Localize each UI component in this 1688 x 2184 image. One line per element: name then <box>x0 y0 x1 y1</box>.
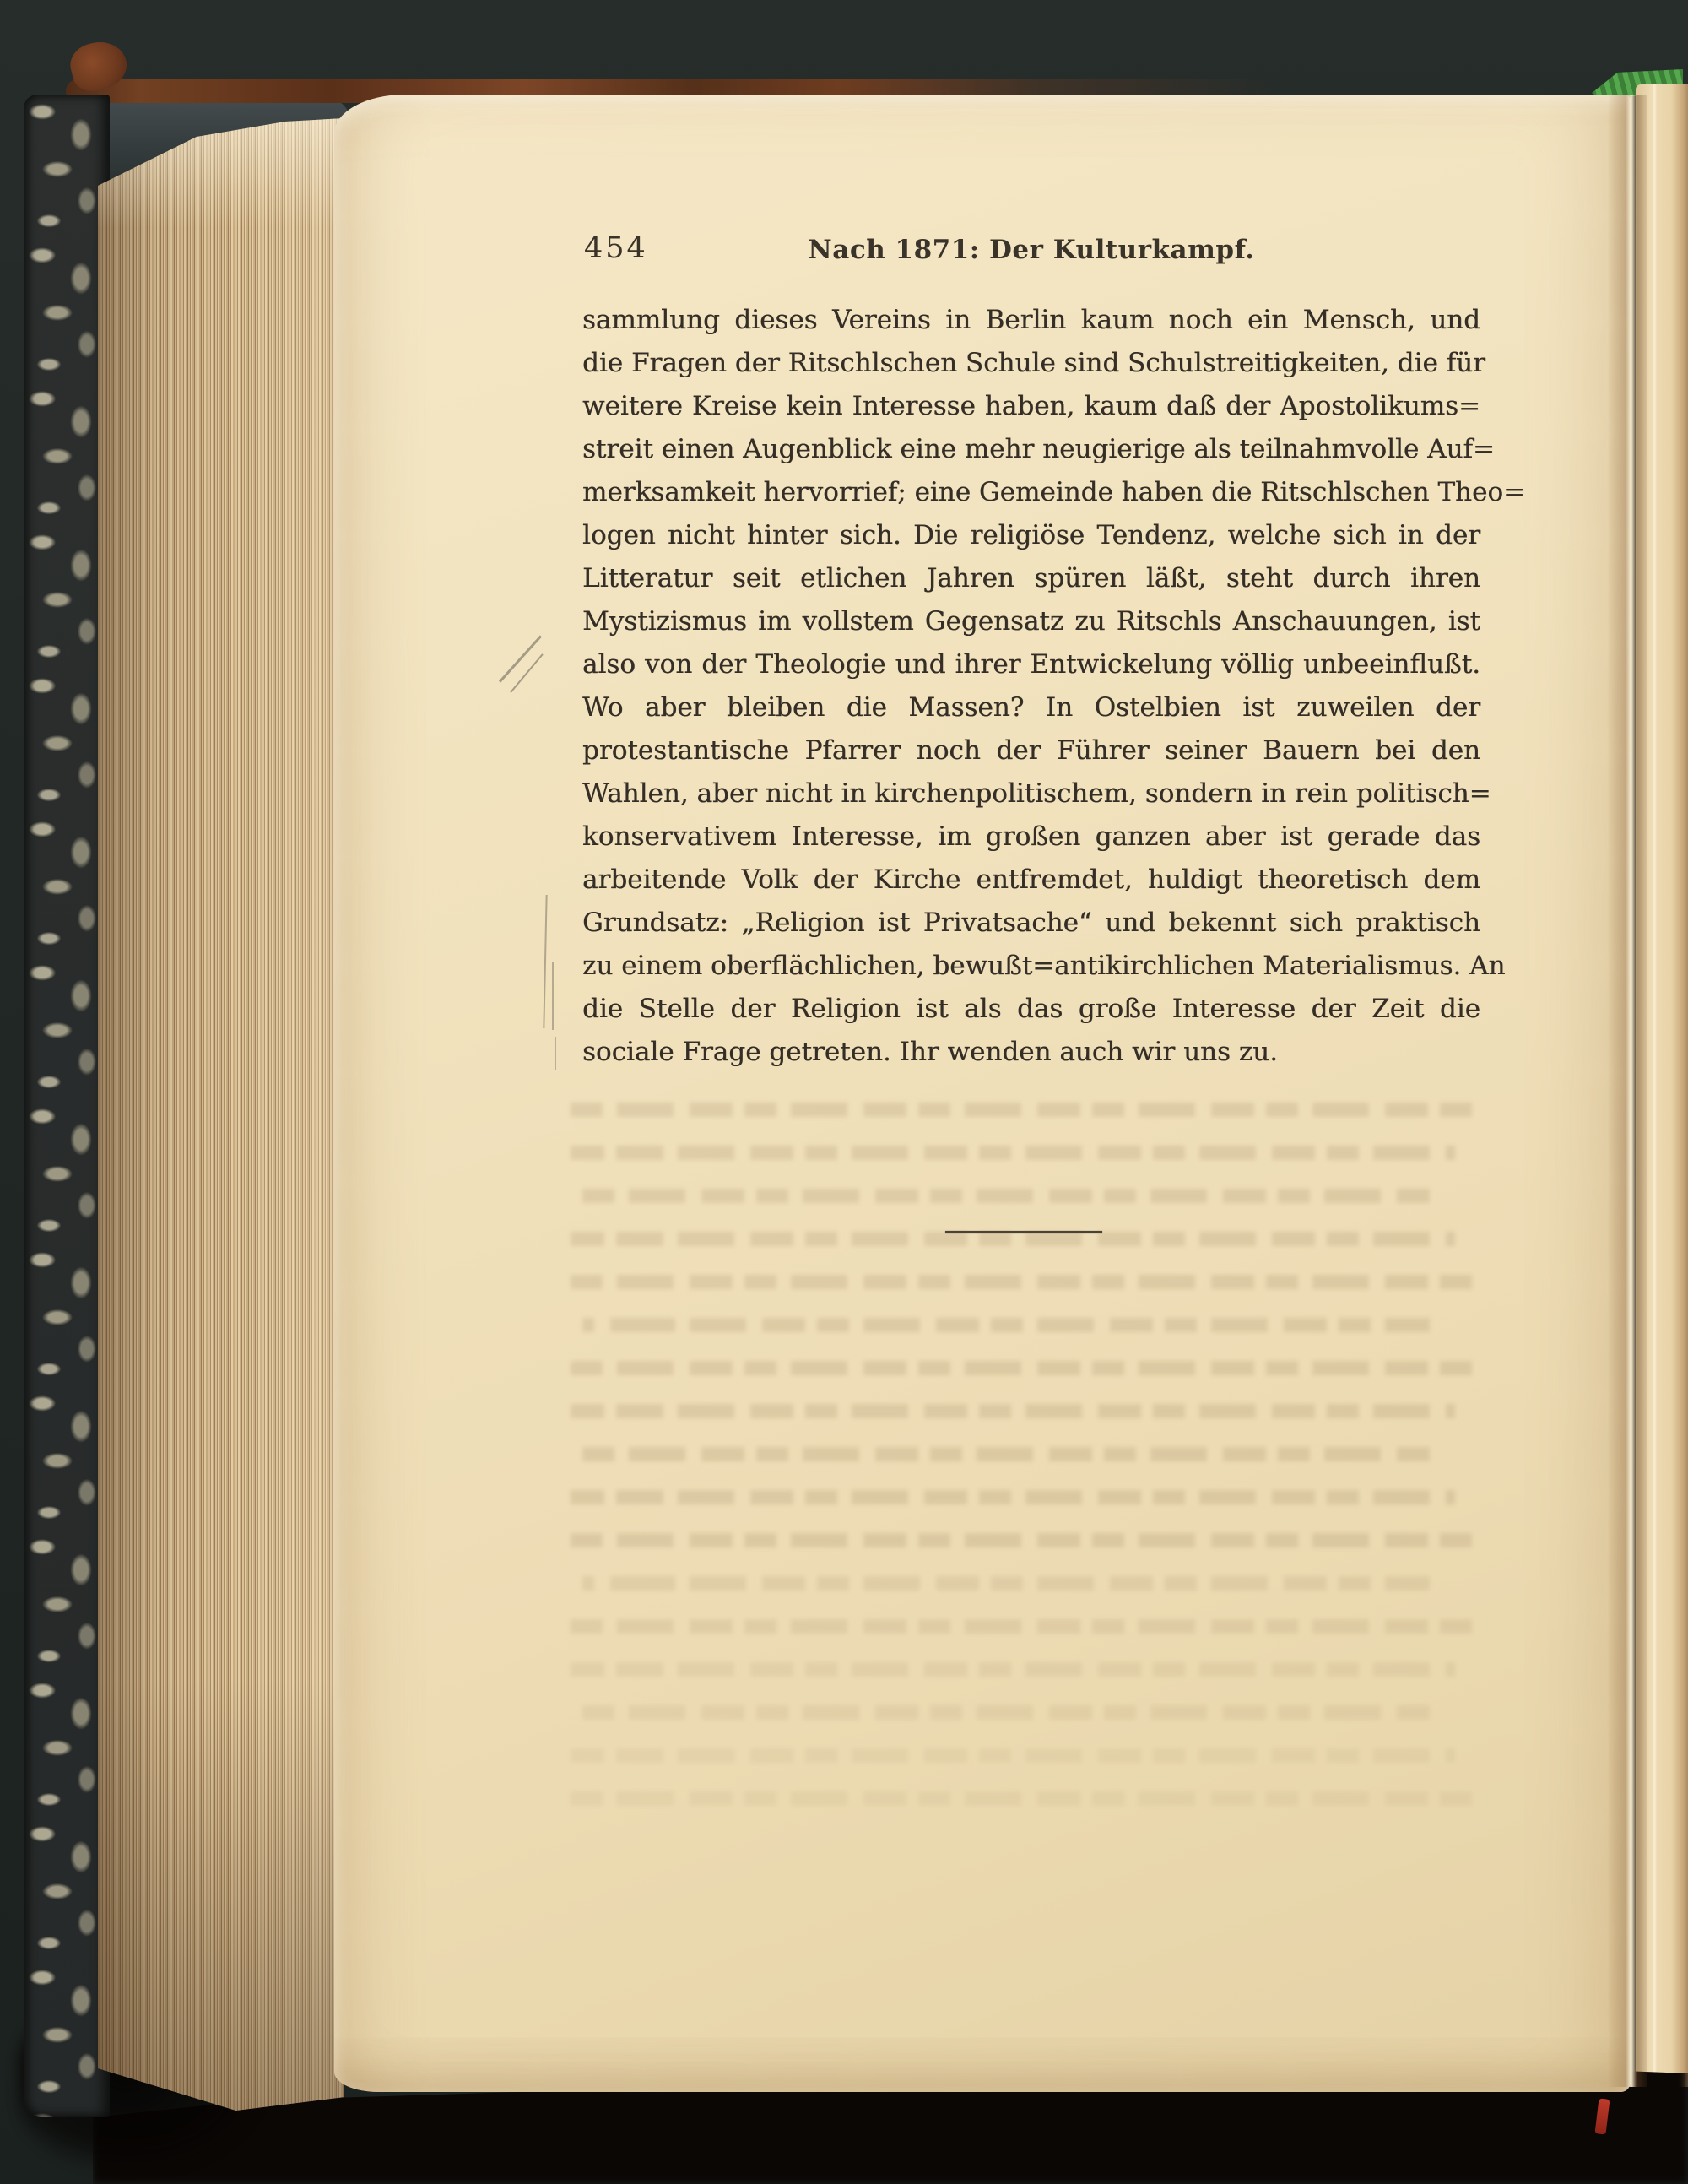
text-line: sociale Frage getreten. Ihr wenden auch wir uns zu. <box>582 1037 1278 1067</box>
text-line: Mystizismus im vollstem Gegensatz zu Ritschls Anschauungen, ist <box>582 606 1480 637</box>
gutter-crease <box>1609 95 1647 2087</box>
text-line: die Fragen der Ritschlschen Schule sind Schulstreitigkeiten, die für <box>582 348 1485 378</box>
text-line: merksamkeit hervorrief; eine Gemeinde haben die Ritschlschen Theo= <box>582 477 1525 507</box>
pencil-margin-line <box>552 962 554 1030</box>
text-line: konservativem Interesse, im großen ganzen aber ist gerade das <box>582 821 1480 852</box>
text-line: arbeitende Volk der Kirche entfremdet, huldigt theoretisch dem <box>582 864 1480 895</box>
text-line: Wahlen, aber nicht in kirchenpolitischem, sondern in rein politisch= <box>582 778 1491 809</box>
running-head-title: Nach 1871: Der Kulturkampf. <box>808 235 1255 265</box>
text-line: also von der Theologie und ihrer Entwickelung völlig unbeeinflußt. <box>582 649 1480 680</box>
pencil-margin-line <box>555 1037 556 1070</box>
text-line: sammlung dieses Vereins in Berlin kaum noch ein Mensch, und <box>582 305 1480 335</box>
page-number: 454 <box>584 231 648 265</box>
text-line: streit einen Augenblick eine mehr neugierige als teilnahmvolle Auf= <box>582 434 1495 464</box>
section-divider-rule <box>945 1231 1102 1233</box>
text-line: Litteratur seit etlichen Jahren spüren läßt, steht durch ihren <box>582 563 1480 593</box>
text-line: zu einem oberflächlichen, bewußt=antikirchlichen Materialismus. An <box>582 951 1506 981</box>
fore-edge-page-stack <box>98 118 344 2121</box>
book-cover-marbled-edge <box>24 95 110 2117</box>
text-line: protestantische Pfarrer noch der Führer seiner Bauern bei den <box>582 735 1480 766</box>
text-line: Wo aber bleiben die Massen? In Ostelbien ist zuweilen der <box>582 692 1480 723</box>
bleedthrough-ghost-text <box>571 1103 1482 1834</box>
body-text-block <box>582 299 1525 1074</box>
text-line: Grundsatz: „Religion ist Privatsache“ und bekennt sich praktisch <box>582 908 1480 938</box>
text-line: die Stelle der Religion ist als das große Interesse der Zeit die <box>582 994 1480 1024</box>
text-line: weitere Kreise kein Interesse haben, kaum daß der Apostolikums= <box>582 391 1480 421</box>
text-line: logen nicht hinter sich. Die religiöse Tendenz, welche sich in der <box>582 520 1480 550</box>
